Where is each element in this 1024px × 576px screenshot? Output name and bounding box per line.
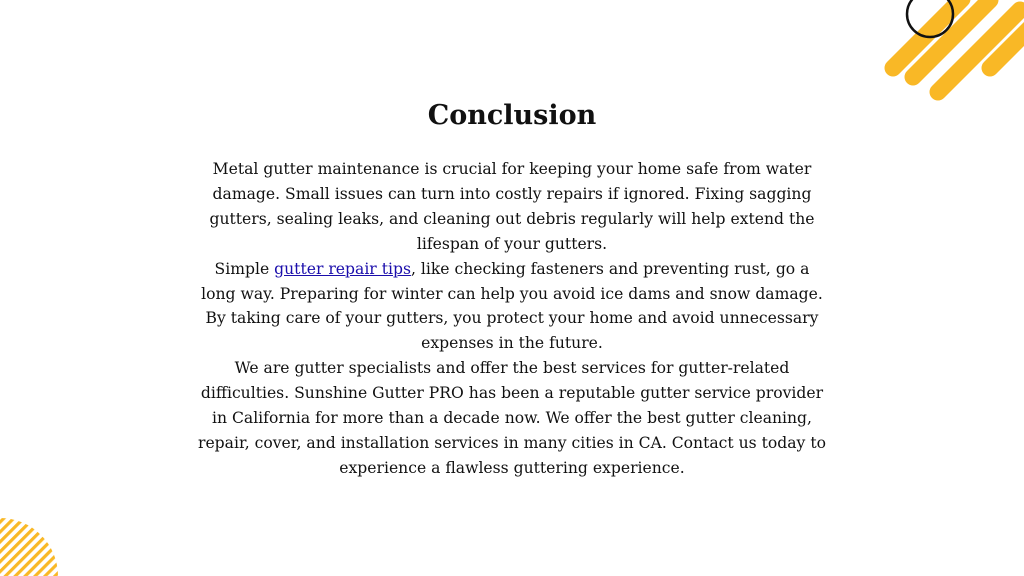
hatched-quarter-circle [0, 510, 70, 576]
paragraph-1: Metal gutter maintenance is crucial for keeping your home safe from water damage. Small issues can turn into costly repairs if ignored. Fixing sagging gutters, sealing leaks, and cleaning out debris regularly will help extend the lifespan of your gutters. [209, 160, 815, 253]
slide-content [196, 96, 828, 481]
paragraph-3: We are gutter specialists and offer the best services for gutter-related difficulties. Sunshine Gutter PRO has been a reputable gutter service provider in California for more than a decade now. We offer the best gutter cleaning, repair, cover, and installation services in many cities in CA. Contact us today to experience a flawless guttering experience. [198, 359, 826, 477]
gutter-repair-tips-link[interactable]: gutter repair tips [274, 259, 411, 278]
slide-body [196, 157, 828, 481]
paragraph-2 [196, 257, 828, 357]
paragraph-2-rest: , like checking fasteners and preventing rust, go a long way. Preparing for winter can help you avoid ice dams and snow damage. By taking care of your gutters, you protect your home and avoid unnecessary expenses in the future. [201, 259, 823, 353]
bottom-left-decoration [0, 510, 70, 576]
slide-title: Conclusion [427, 100, 597, 131]
paragraph-2-lead: Simple [214, 259, 275, 278]
